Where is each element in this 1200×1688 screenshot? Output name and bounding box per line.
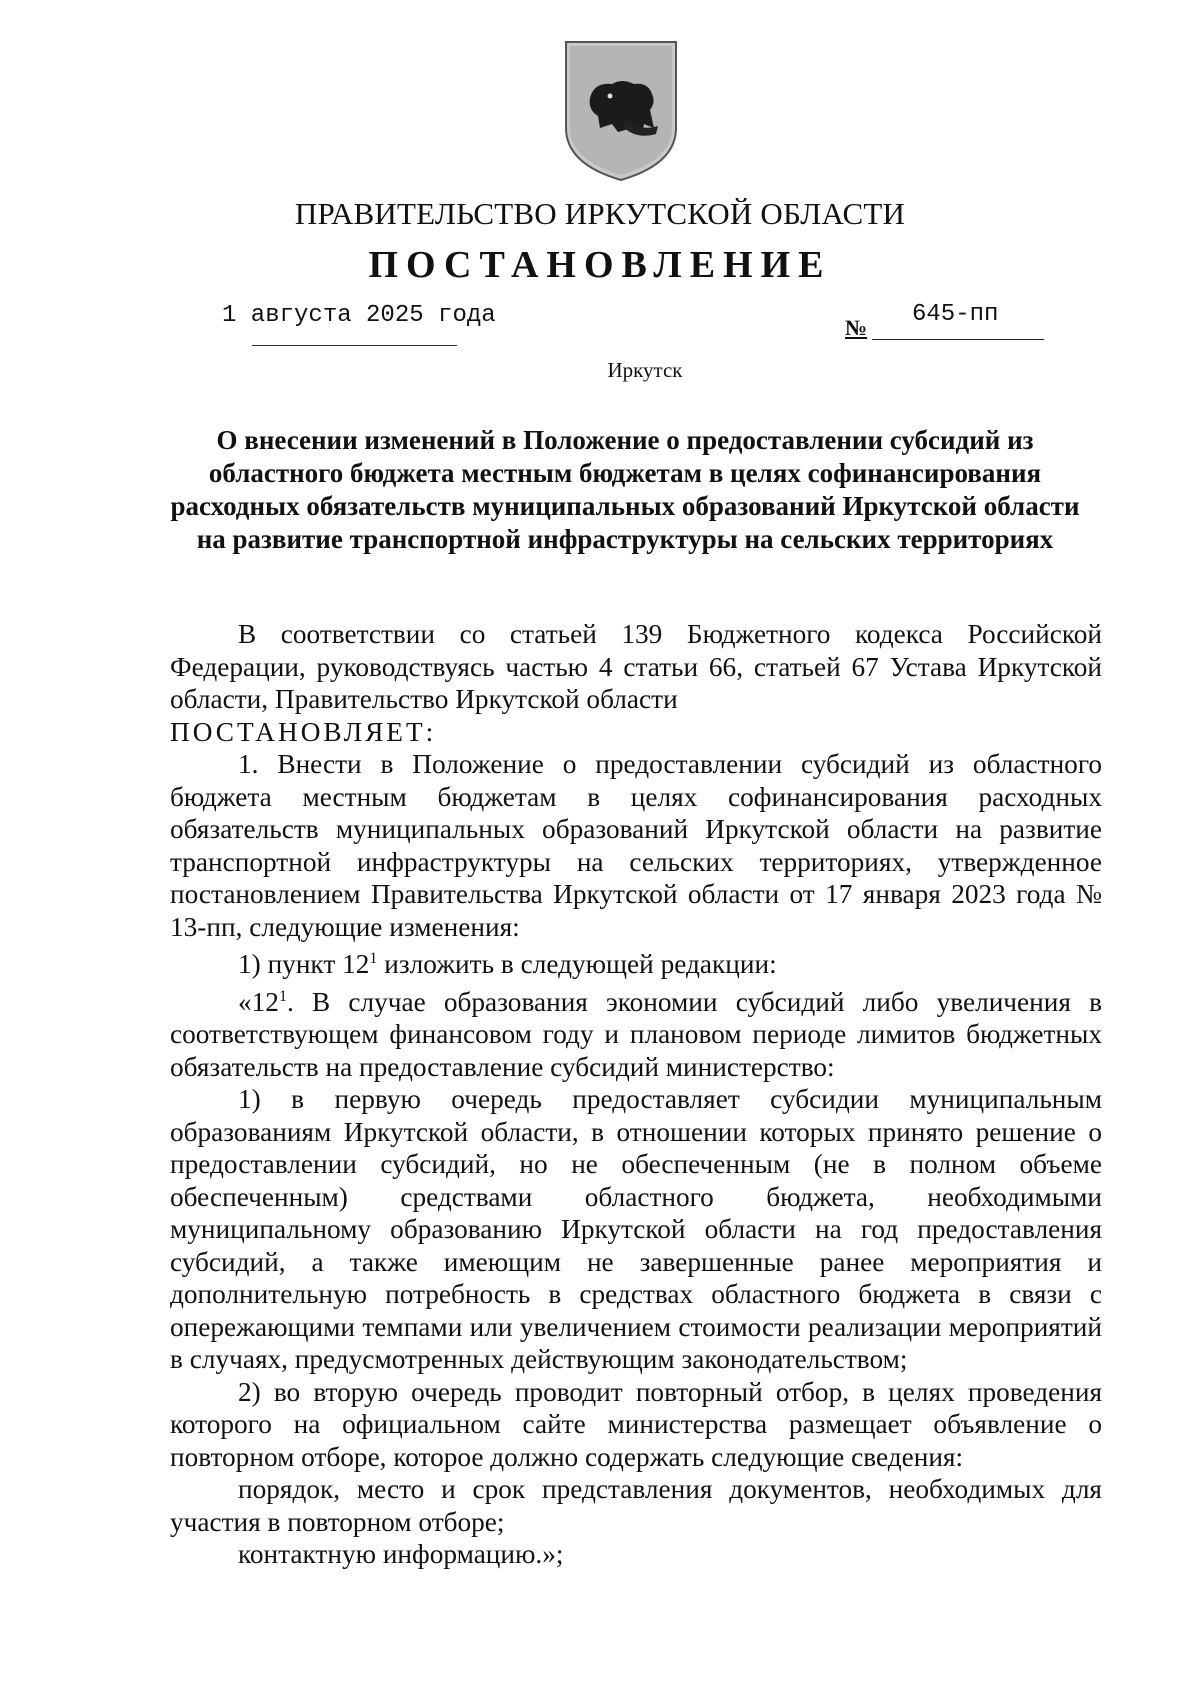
quoted-clause-superscript: 1 (278, 987, 287, 1005)
quoted-clause-start: «12 (238, 986, 279, 1017)
document-type: ПОСТАНОВЛЕНИЕ (368, 244, 832, 286)
coat-of-arms-emblem (560, 36, 682, 184)
contact-line-paragraph: контактную информацию.»; (238, 1539, 564, 1570)
date-underline (252, 345, 457, 346)
city-name: Иркутск (607, 358, 683, 382)
point-2-paragraph: 2) во вторую очередь проводит повторный отбор, в целях проведения которого на официальном сайте министерства размещает объявление о повторном отборе, которое должно содержать следующие сведения: (170, 1376, 1102, 1472)
document-date: 1 августа 2025 года (222, 302, 496, 329)
number-underline (872, 339, 1044, 340)
subitem-1-start: 1) пункт 12 (238, 949, 370, 980)
subitem-1-paragraph (170, 943, 1102, 981)
resolves-heading: ПОСТАНОВЛЯЕТ: (170, 716, 437, 747)
number-sign: № (845, 315, 868, 340)
order-line-paragraph: порядок, место и срок представления документов, необходимых для участия в повторном отборе; (170, 1474, 1102, 1537)
item-1-paragraph: 1. Внести в Положение о предоставлении субсидий из областного бюджета местным бюджетам в целях софинансирования расходных обязательств муниципальных образований Иркутской области на развитие транспортной инфраструктуры на сельских территориях, утвержденное постановлением Правительства Иркутской области от 17 января 2023 года № 13-пп, следующие изменения: (170, 749, 1102, 942)
quoted-clause-end: . В случае образования экономии субсидий либо увеличения в соответствующем финансовом году и плановом периоде лимитов бюджетных обязательств на предоставление субсидий министерство: (170, 986, 1102, 1082)
subitem-1-end: изложить в следующей редакции: (377, 949, 777, 980)
point-1-paragraph: 1) в первую очередь предоставляет субсидии муниципальным образованиям Иркутской области, в отношении которых принято решение о предоставлении субсидий, но не обеспеченным (не в полном объеме обеспеченным) средствами областного бюджета, необходимыми муниципальному образованию Иркутской области на год предоставления субсидий, а также имеющим не завершенные ранее мероприятия и дополнительную потребность в средствах областного бюджета в связи с опережающими темпами или увеличением стоимости реализации мероприятий в случаях, предусмотренных действующим законодательством; (170, 1084, 1102, 1375)
quoted-clause-paragraph (170, 981, 1102, 1084)
document-body (170, 618, 1102, 1571)
document-title: О внесении изменений в Положение о предоставлении субсидий из областного бюджета местным бюджетам в целях софинансирования расходных обязательств муниципальных образований Иркутской области на развитие транспортной инфраструктуры на сельских территориях (170, 425, 1080, 554)
preamble-paragraph: В соответствии со статьей 139 Бюджетного кодекса Российской Федерации, руководствуясь частью 4 статьи 66, статьей 67 Устава Иркутской области, Правительство Иркутской области (170, 619, 1102, 714)
government-name: ПРАВИТЕЛЬСТВО ИРКУТСКОЙ ОБЛАСТИ (294, 196, 906, 231)
document-number: 645-пп (912, 301, 999, 328)
subitem-1-superscript: 1 (369, 950, 378, 967)
